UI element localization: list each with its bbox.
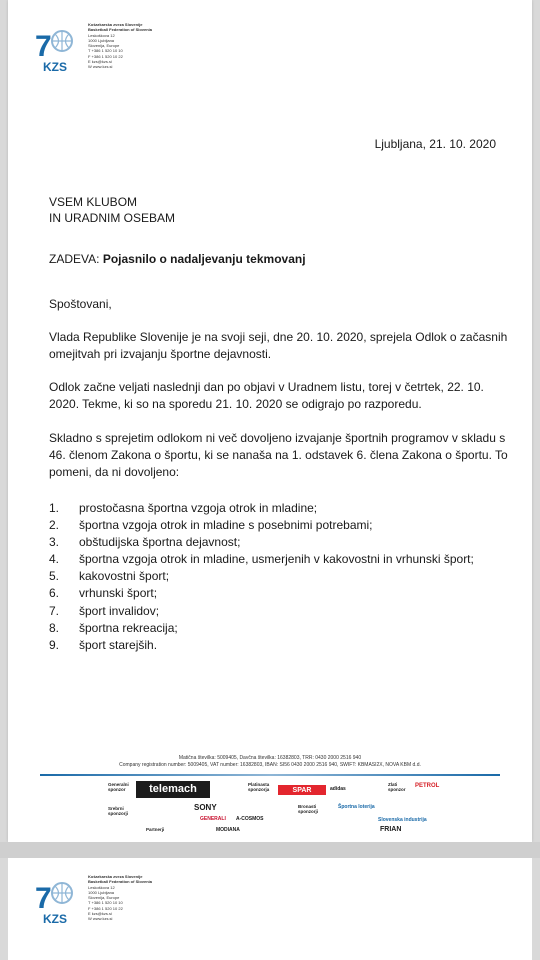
- a-cosmos-logo: A-COSMOS: [236, 816, 264, 822]
- gold-sponsor-label: Zlati sponzor: [388, 782, 406, 792]
- adidas-logo: adidas: [330, 786, 346, 792]
- address-line: Leskoškova 12: [88, 884, 115, 890]
- petrol-logo: PETROL: [415, 783, 440, 789]
- bronze-sponsors-label: Bronasti sponzorji: [298, 804, 318, 814]
- frian-logo: FRIAN: [380, 826, 402, 833]
- partners-label: Partnerji: [146, 827, 165, 832]
- logo-text: KZS: [43, 60, 67, 74]
- sportna-loterija-logo: Športna loterija: [338, 804, 375, 810]
- letter-page: [8, 0, 532, 842]
- footer-reg-line-2: Company registration number: 5009405, VAT number: 16382803, IBAN: SI56 0430 2000 2516 940, SWIFT: KBMASI2X, NOVA KBM d.d.: [119, 762, 421, 768]
- logo-text: KZS: [43, 912, 67, 926]
- generali-logo: GENERALI: [200, 816, 226, 822]
- address-line: Slovenija, Europe: [88, 43, 120, 49]
- spar-logo: SPAR: [278, 785, 326, 795]
- silver-sponsors-label: Srebrni sponzorji: [108, 806, 128, 816]
- web: W www.kzs.si: [88, 64, 113, 70]
- list-item: 2. športna vzgoja otrok in mladine s posebnimi potrebami;: [49, 518, 373, 533]
- address-line: 1000 Ljubljana: [88, 37, 115, 43]
- footer-divider: [40, 774, 500, 776]
- list-item: 1. prostočasna športna vzgoja otrok in mladine;: [49, 501, 318, 515]
- list-item: 3. obštudijska športna dejavnost;: [49, 535, 241, 550]
- list-item: 9. šport starejših.: [49, 637, 158, 652]
- telemach-logo: telemach: [136, 781, 210, 798]
- page-gap: [0, 842, 540, 858]
- letter-date: Ljubljana, 21. 10. 2020: [374, 137, 496, 151]
- fax: F +386 1 520 10 22: [88, 905, 123, 911]
- phone: T +386 1 520 10 10: [88, 48, 123, 54]
- subject-line: [49, 252, 306, 266]
- address-line: Slovenija, Europe: [88, 895, 120, 901]
- paragraph-3: Skladno s sprejetim odlokom ni več dovoljeno izvajanje športnih programov v skladu s 46. členom Zakona o športu, ki se nanaša na 1. odstavek 6. člena Zakona o športu. To pomeni, da ni dovoljeno:: [49, 431, 508, 479]
- org-contact-block: [88, 874, 178, 922]
- recipient: [49, 194, 175, 226]
- subject-text: Pojasnilo o nadaljevanju tekmovanj: [102, 252, 306, 266]
- email: E kzs@kzs.si: [88, 59, 112, 65]
- list-item: 7. šport invalidov;: [49, 603, 160, 618]
- recipient-line: IN URADNIM OSEBAM: [49, 211, 176, 225]
- fax: F +386 1 520 10 22: [88, 53, 123, 59]
- modiana-logo: MODIANA: [216, 827, 240, 833]
- web: W www.kzs.si: [88, 916, 113, 922]
- list-item: 5. kakovostni šport;: [49, 569, 170, 584]
- recipient-line: VSEM KLUBOM: [49, 195, 138, 209]
- list-item: 6. vrhunski šport;: [49, 586, 158, 601]
- sony-logo: SONY: [194, 803, 217, 812]
- org-name-sl: Košarkarska zveza Slovenije: [88, 874, 143, 879]
- address-line: Leskoškova 12: [88, 32, 115, 38]
- paragraph-2: Odlok začne veljati naslednji dan po objavi v Uradnem listu, torej v četrtek, 22. 10. 2020. Tekme, ki so na sporedu 21. 10. 2020 se odigrajo po razporedu.: [49, 380, 484, 411]
- platinum-sponsor-label: Platinasta sponzorja: [248, 782, 270, 792]
- org-name-en: Basketball Federation of Slovenia: [88, 879, 153, 885]
- general-sponsor-label: Generalni sponzor: [108, 782, 129, 792]
- phone: T +386 1 520 10 10: [88, 900, 123, 906]
- address-line: 1000 Ljubljana: [88, 889, 115, 895]
- org-contact-block: [88, 22, 178, 70]
- email: E kzs@kzs.si: [88, 911, 112, 917]
- prohibited-list: [49, 500, 474, 654]
- list-item: 4. športna vzgoja otrok in mladine, usmerjenih v kakovostni in vrhunski šport;: [49, 552, 474, 567]
- next-page: [8, 858, 532, 960]
- paragraph-1: Vlada Republike Slovenije je na svoji seji, dne 20. 10. 2020, sprejela Odlok o začasnih omejitvah pri izvajanju športne dejavnosti.: [49, 330, 508, 361]
- kzs-logo: [32, 26, 80, 74]
- svg-text:7: 7: [35, 882, 52, 915]
- salutation: Spoštovani,: [49, 297, 112, 311]
- list-item: 8. športna rekreacija;: [49, 620, 178, 635]
- svg-text:7: 7: [35, 30, 52, 63]
- subject-label: ZADEVA:: [49, 252, 100, 266]
- kzs-logo: [32, 878, 80, 926]
- slovenska-industrija-logo: Slovenska industrija: [378, 817, 427, 823]
- org-name-sl: Košarkarska zveza Slovenije: [88, 22, 143, 27]
- org-name-en: Basketball Federation of Slovenia: [88, 27, 153, 33]
- footer-reg-line-1: Matična številka: 5009405, Davčna številka: 16382803, TRR: 0430 2000 2516 940: [178, 755, 362, 761]
